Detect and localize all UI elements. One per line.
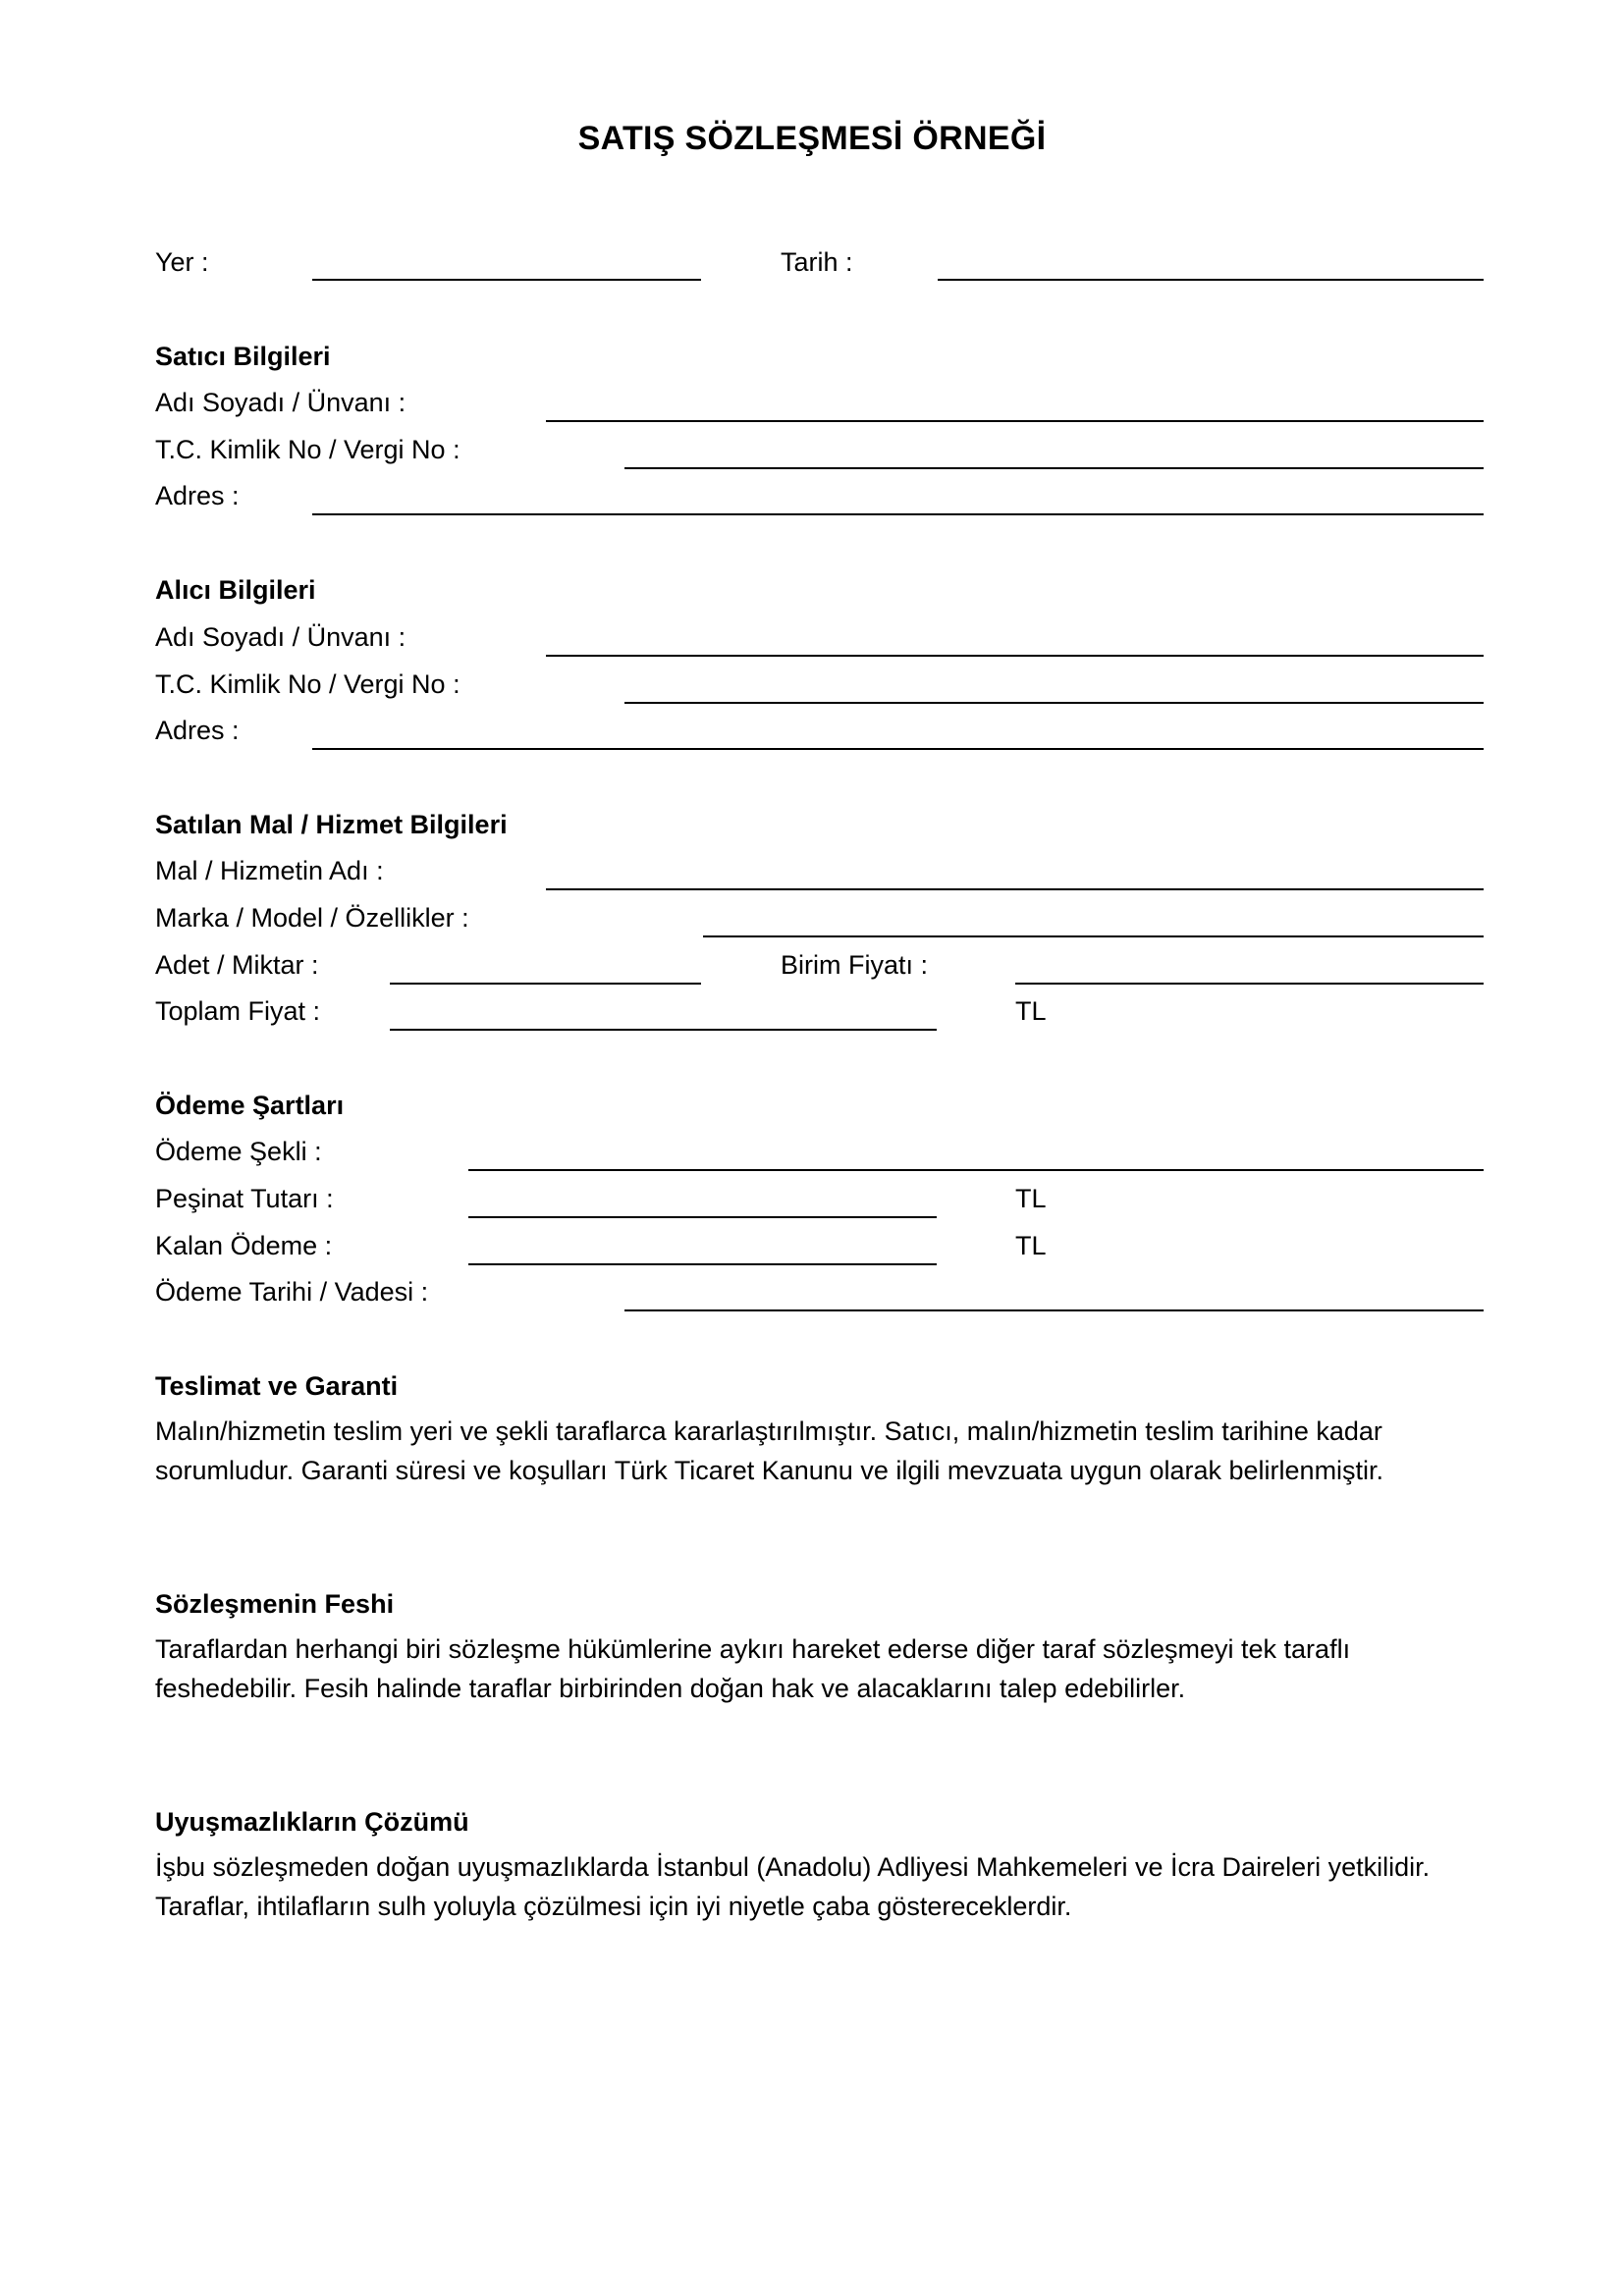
termination-paragraph <box>155 1629 1481 1708</box>
payment-method-field[interactable] <box>468 1169 1484 1171</box>
disputes-heading: Uyuşmazlıkların Çözümü <box>155 1807 469 1837</box>
delivery-heading: Teslimat ve Garanti <box>155 1371 399 1401</box>
disputes-line: İşbu sözleşmeden doğan uyuşmazlıklarda İstanbul (Anadolu) Adliyesi Mahkemeleri ve İcra Daireleri yetkilidir. <box>155 1852 1431 1882</box>
goods-heading: Satılan Mal / Hizmet Bilgileri <box>155 810 508 839</box>
seller-heading: Satıcı Bilgileri <box>155 342 331 371</box>
termination-line: feshedebilir. Fesih halinde taraflar birbirinden doğan hak ve alacaklarını talep edebilirler. <box>155 1674 1186 1703</box>
goods-name-label: Mal / Hizmetin Adı : <box>155 856 384 885</box>
buyer-id-field[interactable] <box>624 702 1484 704</box>
delivery-paragraph <box>155 1412 1481 1490</box>
seller-name-label: Adı Soyadı / Ünvanı : <box>155 388 406 417</box>
goods-brand-field[interactable] <box>703 935 1484 937</box>
down-payment-field[interactable] <box>468 1216 937 1218</box>
delivery-line: Malın/hizmetin teslim yeri ve şekli taraflarca kararlaştırılmıştır. Satıcı, malın/hizmetin teslim tarihine kadar <box>155 1416 1382 1446</box>
goods-name-field[interactable] <box>546 888 1484 890</box>
delivery-line: sorumludur. Garanti süresi ve koşulları Türk Ticaret Kanunu ve ilgili mevzuata uygun olarak belirlenmiştir. <box>155 1456 1384 1485</box>
remaining-payment-field[interactable] <box>468 1263 937 1265</box>
buyer-address-label: Adres : <box>155 716 240 745</box>
goods-brand-label: Marka / Model / Özellikler : <box>155 903 469 933</box>
buyer-id-label: T.C. Kimlik No / Vergi No : <box>155 669 460 699</box>
remaining-payment-label: Kalan Ödeme : <box>155 1231 333 1260</box>
goods-quantity-field[interactable] <box>390 983 701 985</box>
remaining-payment-currency: TL <box>1015 1231 1047 1260</box>
payment-method-label: Ödeme Şekli : <box>155 1137 322 1166</box>
place-field[interactable] <box>312 279 701 281</box>
seller-address-field[interactable] <box>312 513 1484 515</box>
goods-quantity-label: Adet / Miktar : <box>155 950 319 980</box>
buyer-address-field[interactable] <box>312 748 1484 750</box>
buyer-name-label: Adı Soyadı / Ünvanı : <box>155 622 406 652</box>
seller-id-field[interactable] <box>624 467 1484 469</box>
goods-total-field[interactable] <box>390 1029 937 1031</box>
down-payment-currency: TL <box>1015 1184 1047 1213</box>
seller-id-label: T.C. Kimlik No / Vergi No : <box>155 435 460 464</box>
down-payment-label: Peşinat Tutarı : <box>155 1184 334 1213</box>
page-title: SATIŞ SÖZLEŞMESİ ÖRNEĞİ <box>577 120 1047 157</box>
termination-line: Taraflardan herhangi biri sözleşme hükümlerine aykırı hareket ederse diğer taraf sözleşmeyi tek taraflı <box>155 1634 1351 1664</box>
disputes-paragraph <box>155 1847 1481 1926</box>
goods-unit-price-label: Birim Fiyatı : <box>781 950 929 980</box>
disputes-line: Taraflar, ihtilafların sulh yoluyla çözülmesi için iyi niyetle çaba göstereceklerdir. <box>155 1892 1072 1921</box>
payment-due-label: Ödeme Tarihi / Vadesi : <box>155 1277 429 1307</box>
goods-total-label: Toplam Fiyat : <box>155 996 321 1026</box>
goods-unit-price-field[interactable] <box>1015 983 1484 985</box>
date-field[interactable] <box>938 279 1484 281</box>
place-label: Yer : <box>155 247 209 277</box>
date-label: Tarih : <box>781 247 853 277</box>
payment-due-field[interactable] <box>624 1309 1484 1311</box>
payment-heading: Ödeme Şartları <box>155 1091 345 1120</box>
termination-heading: Sözleşmenin Feshi <box>155 1589 395 1619</box>
goods-total-currency: TL <box>1015 996 1047 1026</box>
buyer-heading: Alıcı Bilgileri <box>155 575 316 605</box>
buyer-name-field[interactable] <box>546 655 1484 657</box>
seller-name-field[interactable] <box>546 420 1484 422</box>
seller-address-label: Adres : <box>155 481 240 510</box>
